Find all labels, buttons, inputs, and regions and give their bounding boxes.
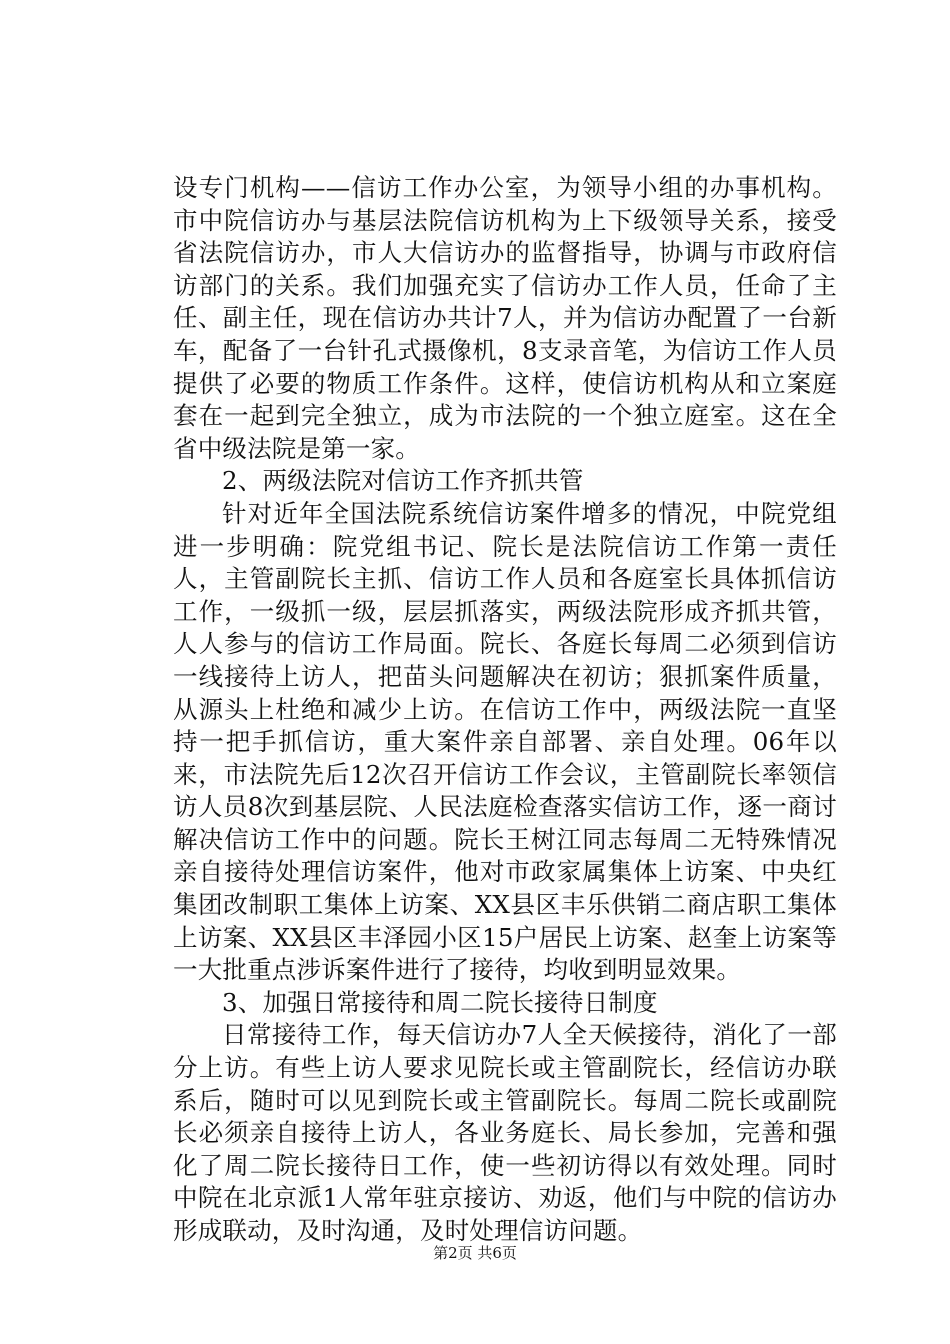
section-heading-3: 3、加强日常接待和周二院长接待日制度: [222, 987, 658, 1017]
paragraph-continued: 设专门机构——信访工作办公室，为领导小组的办事机构。市中院信访办与基层法院信访机构为上下级领导关系，接受省法院信访办，市人大信访办的监督指导，协调与市政府信访部门的关系。我们加强充实了信访办工作人员，任命了主任、副主任，现在信访办共计7人，并为信访办配置了一台新车，配备了一台针孔式摄像机，8支录音笔，为信访工作人员提供了必要的物质工作条件。这样，使信访机构从和立案庭套在一起到完全独立，成为市法院的一个独立庭室。这在全省中级法院是第一家。: [173, 173, 837, 463]
paragraph-section-3: 日常接待工作，每天信访办7人全天候接待，消化了一部分上访。有些上访人要求见院长或主管副院长，经信访办联系后，随时可以见到院长或主管副院长。每周二院长或副院长必须亲自接待上访人，各业务庭长、局长参加，完善和强化了周二院长接待日工作，使一些初访得以有效处理。同时中院在北京派1人常年驻京接访、劝返，他们与中院的信访办形成联动，及时沟通，及时处理信访问题。: [173, 1020, 837, 1245]
document-body: [173, 172, 837, 1248]
paragraph-section-2: 针对近年全国法院系统信访案件增多的情况，中院党组进一步明确：院党组书记、院长是法院信访工作第一责任人，主管副院长主抓、信访工作人员和各庭室长具体抓信访工作，一级抓一级，层层抓落实，两级法院形成齐抓共管，人人参与的信访工作局面。院长、各庭长每周二必须到信访一线接待上访人，把苗头问题解决在初访；狠抓案件质量，从源头上杜绝和减少上访。在信访工作中，两级法院一直坚持一把手抓信访，重大案件亲自部署、亲自处理。06年以来，市法院先后12次召开信访工作会议，主管副院长率领信访人员8次到基层院、人民法庭检查落实信访工作，逐一商讨解决信访工作中的问题。院长王树江同志每周二无特殊情况亲自接待处理信访案件，他对市政家属集体上访案、中央红集团改制职工集体上访案、XX县区丰乐供销二商店职工集体上访案、XX县区丰泽园小区15户居民上访案、赵奎上访案等一大批重点涉诉案件进行了接待，均收到明显效果。: [173, 498, 837, 985]
section-heading-2: 2、两级法院对信访工作齐抓共管: [222, 466, 584, 496]
page-footer: 第2页 共6页: [433, 1244, 517, 1262]
